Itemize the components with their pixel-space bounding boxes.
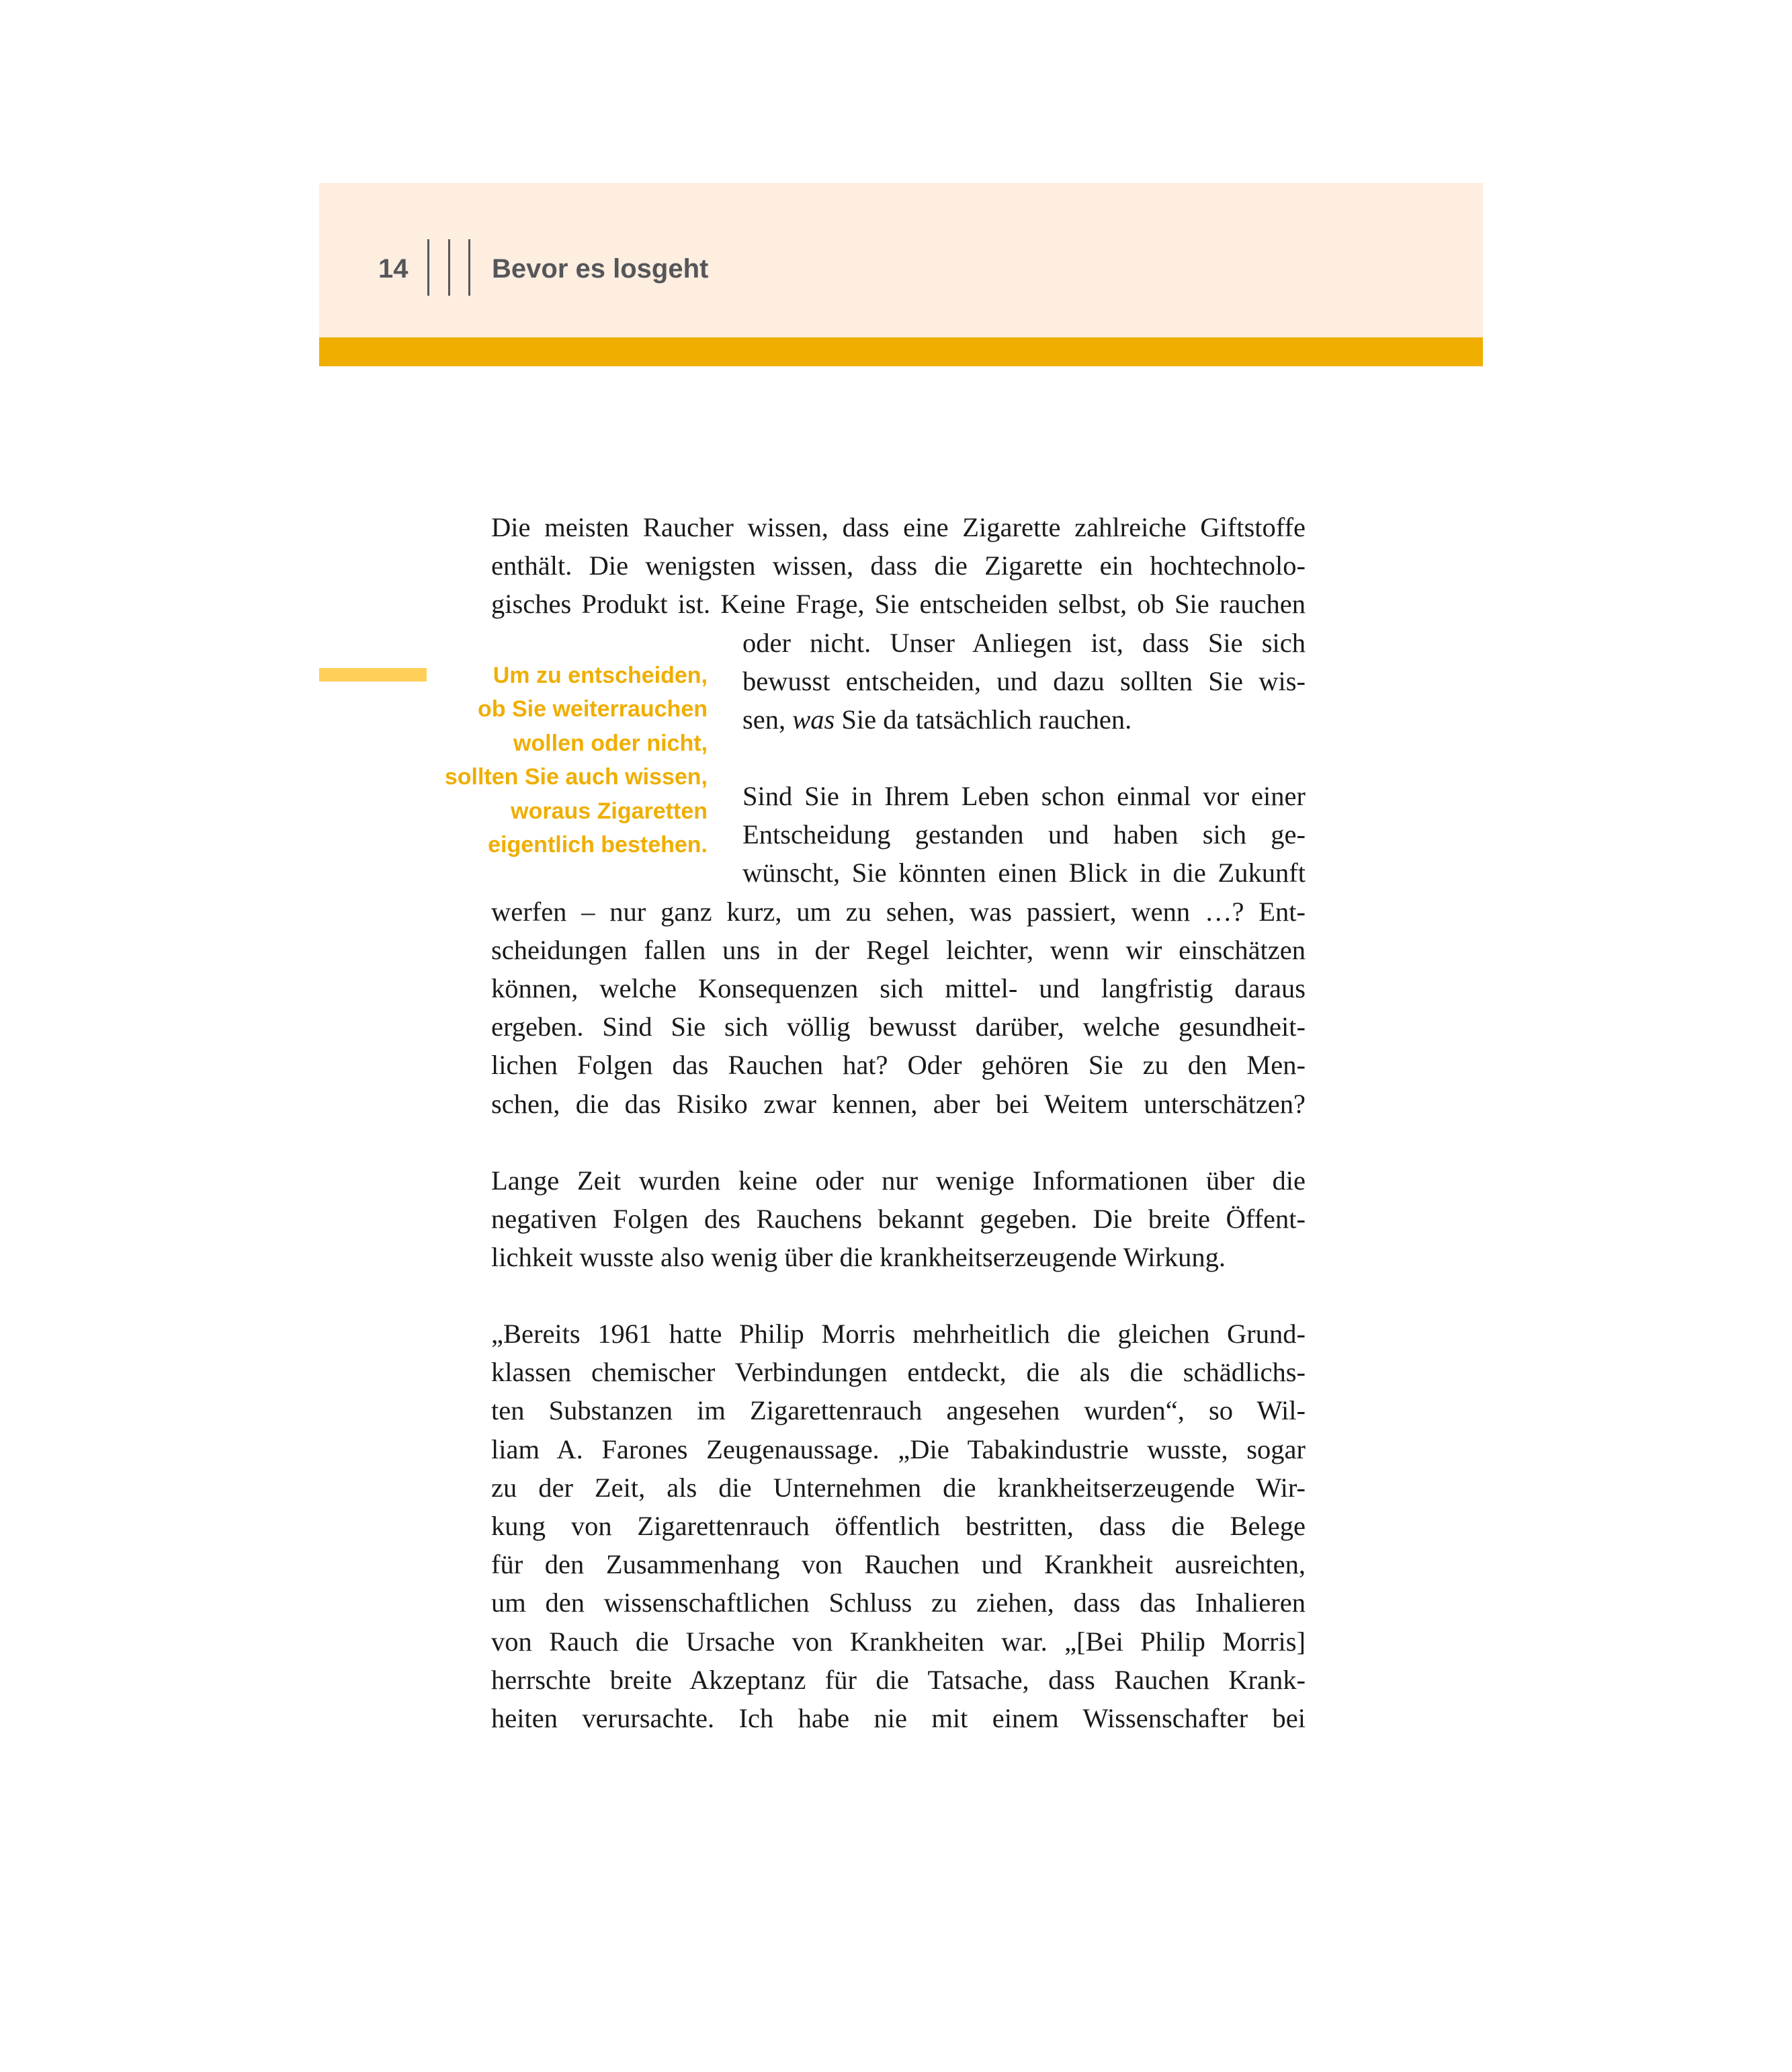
text-line: ten Substanzen im Zigarettenrauch angesehen wurden“, so Wil- (491, 1395, 1306, 1426)
margin-note-line: wollen oder nicht, (513, 730, 708, 756)
margin-note-line: woraus Zigaretten (511, 798, 708, 824)
text-line: Die meisten Raucher wissen, dass eine Zigarette zahlreiche Giftstoffe (491, 512, 1306, 542)
text-line: zu der Zeit, als die Unternehmen die krankheitserzeugende Wir- (491, 1472, 1306, 1503)
text-line: werfen – nur ganz kurz, um zu sehen, was passiert, wenn …? Ent- (491, 896, 1306, 927)
body-paragraph (491, 1161, 1306, 1277)
text-line: gisches Produkt ist. Keine Frage, Sie entscheiden selbst, ob Sie rauchen (491, 589, 1306, 620)
text-line: können, welche Konsequenzen sich mittel- und langfristig daraus (491, 972, 1306, 1003)
text-line: kung von Zigarettenrauch öffentlich bestritten, dass die Belege (491, 1510, 1306, 1541)
text-line: bewusst entscheiden, und dazu sollten Sie wis- (742, 665, 1306, 696)
text-line: für den Zusammenhang von Rauchen und Krankheit ausreichten, (491, 1549, 1306, 1580)
body-paragraph (491, 508, 1306, 739)
text-line: um den wissenschaftlichen Schluss zu ziehen, dass das Inhalieren (491, 1587, 1306, 1618)
text-line: von Rauch die Ursache von Krankheiten war. „[Bei Philip Morris] (491, 1626, 1306, 1657)
header-rule (319, 337, 1483, 366)
text-line: lichkeit wusste also wenig über die krankheitserzeugende Wirkung. (491, 1242, 1226, 1273)
chapter-title: Bevor es losgeht (492, 254, 709, 284)
text-fragment: sen, (742, 704, 793, 735)
text-fragment: Sie da tatsächlich rauchen. (835, 704, 1132, 735)
text-line: Sind Sie in Ihrem Leben schon einmal vor einer (742, 781, 1306, 811)
text-line: negativen Folgen des Rauchens bekannt gegeben. Die breite Öffent- (491, 1204, 1306, 1235)
text-line: wünscht, Sie könnten einen Blick in die Zukunft (742, 858, 1306, 888)
margin-note-bar (319, 668, 427, 681)
text-line: oder nicht. Unser Anliegen ist, dass Sie sich (742, 627, 1306, 658)
body-paragraph (491, 777, 1306, 1123)
text-line: Lange Zeit wurden keine oder nur wenige Informationen über die (491, 1165, 1306, 1196)
margin-note-line: sollten Sie auch wissen, (444, 764, 708, 790)
text-line: scheidungen fallen uns in der Regel leichter, wenn wir einschätzen (491, 934, 1306, 965)
text-line: herrschte breite Akzeptanz für die Tatsache, dass Rauchen Krank- (491, 1664, 1306, 1695)
text-line: ergeben. Sind Sie sich völlig bewusst darüber, welche gesundheit- (491, 1011, 1306, 1042)
text-line: heiten verursachte. Ich habe nie mit einem Wissenschafter bei (491, 1702, 1306, 1733)
text-line: schen, die das Risiko zwar kennen, aber bei Weitem unterschätzen? (491, 1088, 1306, 1119)
body-paragraph (491, 1315, 1306, 1737)
header-separator (468, 239, 470, 296)
emphasis: was (792, 704, 835, 735)
header-separator (448, 239, 450, 296)
margin-note-line: Um zu entscheiden, (493, 663, 708, 688)
text-line: lichen Folgen das Rauchen hat? Oder gehören Sie zu den Men- (491, 1050, 1306, 1081)
text-line: Entscheidung gestanden und haben sich ge- (742, 819, 1306, 850)
text-line (742, 700, 1306, 739)
header-separator (427, 239, 429, 296)
text-line: „Bereits 1961 hatte Philip Morris mehrheitlich die gleichen Grund- (491, 1319, 1306, 1349)
text-line: enthält. Die wenigsten wissen, dass die Zigarette ein hochtechnolo- (491, 550, 1306, 581)
page-number: 14 (378, 254, 409, 284)
margin-note-line: eigentlich bestehen. (488, 832, 708, 858)
text-line: klassen chemischer Verbindungen entdeckt, die als die schädlichs- (491, 1357, 1306, 1388)
text-line: liam A. Farones Zeugenaussage. „Die Tabakindustrie wusste, sogar (491, 1434, 1306, 1464)
margin-note-line: ob Sie weiterrauchen (478, 696, 708, 722)
